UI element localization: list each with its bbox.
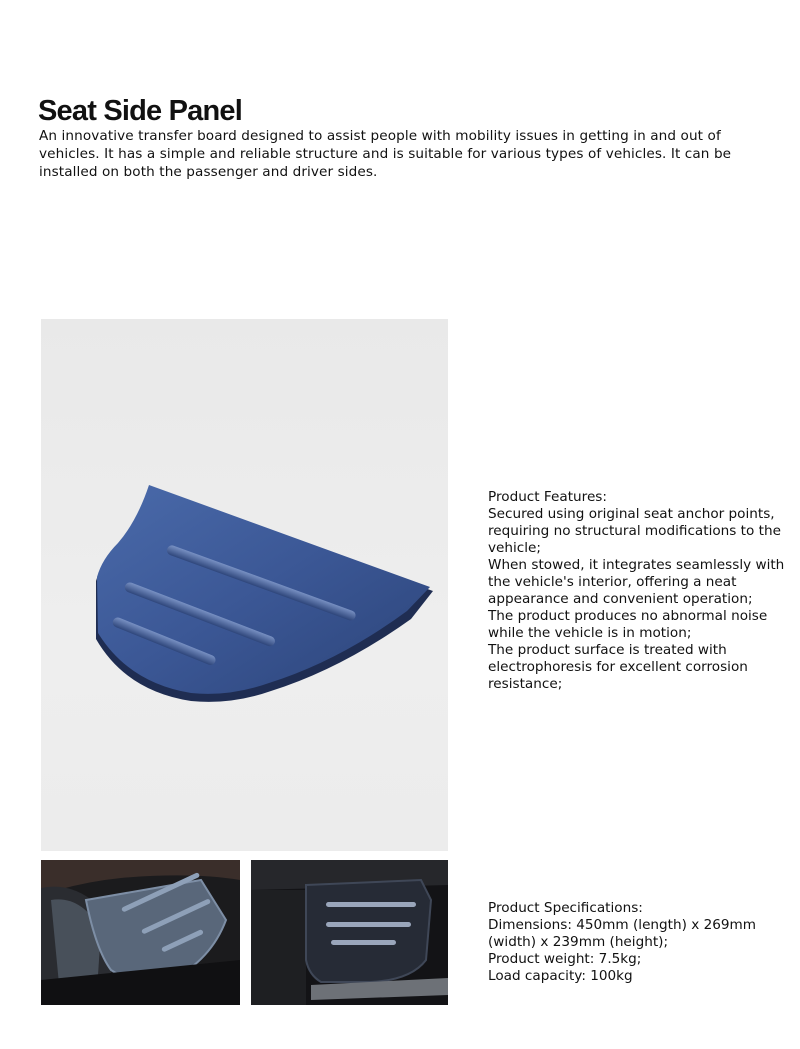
spec-item-weight: Product weight: 7.5kg; [488,951,642,967]
intro-paragraph: An innovative transfer board designed to assist people with mobility issues in getting in and out of vehicles. It has a simple and reliable structure and is suitable for various types of vehicles. It can be installed on both the passenger and driver sides. [39,128,732,180]
seat-side-panel-illustration [41,319,448,851]
installed-photo-2 [251,860,448,1005]
spec-item-dimensions: Dimensions: 450mm (length) x 269mm (width) x 239mm (height); [488,917,757,950]
feature-item: When stowed, it integrates seamlessly with the vehicle's interior, offering a neat appearance and convenient operation; [488,557,785,607]
product-specifications-section [488,900,788,985]
installed-photo-1 [41,860,240,1005]
feature-item: The product produces no abnormal noise while the vehicle is in motion; [488,608,768,641]
product-specifications-heading: Product Specifications: [488,900,643,916]
page-title: Seat Side Panel [38,95,242,128]
product-features-heading: Product Features: [488,489,607,505]
feature-item: The product surface is treated with electrophoresis for excellent corrosion resistance; [488,642,748,692]
feature-item: Secured using original seat anchor points, requiring no structural modifications to the vehicle; [488,506,781,556]
product-features-section [488,489,788,693]
spec-item-load-capacity: Load capacity: 100kg [488,968,633,984]
main-product-photo [41,319,448,851]
